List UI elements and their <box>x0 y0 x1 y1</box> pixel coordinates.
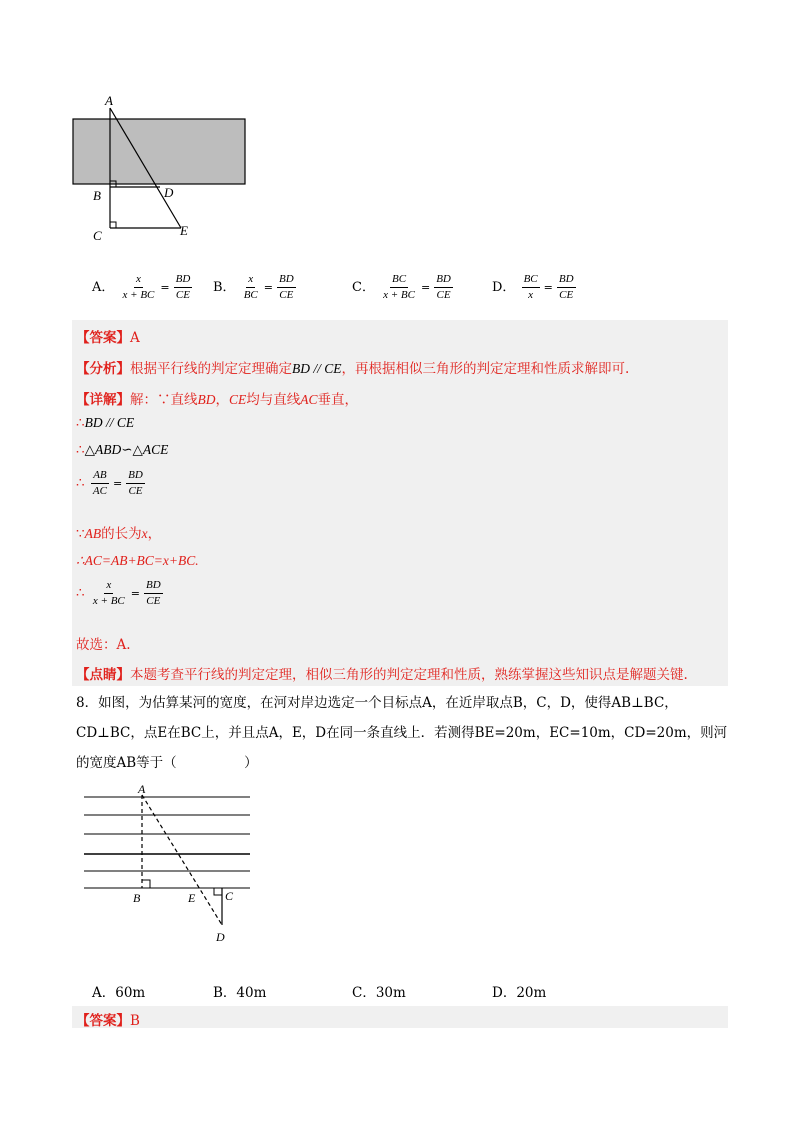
because-symbol: ∵ <box>76 526 85 542</box>
frac-num: BD <box>557 274 576 288</box>
equals-sign: = <box>543 281 553 294</box>
option-c-prefix: C． <box>352 280 375 295</box>
frac-num: BC <box>522 274 540 288</box>
frac-den: CE <box>436 289 451 301</box>
detail-text-b: 均与直线 <box>246 392 301 408</box>
therefore-symbol: ∴ <box>76 475 85 491</box>
frac-num: BC <box>390 274 408 288</box>
q8-option-d: D．20m <box>492 985 547 1001</box>
analysis-text-a: 根据平行线的判定定理确定 <box>130 361 292 377</box>
frac-num: x <box>104 580 113 594</box>
label-b: B <box>133 891 141 905</box>
frac-den: CE <box>175 289 190 301</box>
option-a-frac-right <box>174 274 193 301</box>
detail-text-c: 垂直， <box>317 392 359 408</box>
q7-step5: ∴AC=AB+BC=x+BC. <box>76 553 199 568</box>
therefore-symbol: ∴ <box>76 442 85 458</box>
answer-value: B <box>130 1013 140 1029</box>
q7-answer-line <box>76 326 140 346</box>
equals-sign: = <box>420 281 431 294</box>
q7-step1 <box>76 415 134 431</box>
therefore-symbol: ∴ <box>76 415 85 431</box>
label-b: B <box>93 188 101 203</box>
frac-num: BD <box>277 274 296 288</box>
equals-sign: = <box>130 587 140 600</box>
frac-num: BD <box>174 274 193 288</box>
step1-math: BD // CE <box>84 415 135 430</box>
detail-tag: 【详解】 <box>76 392 130 408</box>
frac-num: BD <box>144 580 163 594</box>
river-rect <box>73 119 245 184</box>
frac-den: x + BC <box>383 289 415 301</box>
option-d-frac-left <box>522 274 540 301</box>
detail-text-a: 解：∵直线 <box>130 392 198 408</box>
equals-sign: = <box>112 477 123 490</box>
frac-num: x <box>246 274 255 288</box>
option-a-frac-left <box>121 274 157 301</box>
figure-river-lines <box>70 775 270 950</box>
right-angle-c <box>110 222 116 228</box>
q7-step6 <box>76 580 165 607</box>
step3-frac-right <box>126 470 145 497</box>
step2-math: △ABD∽△ACE <box>84 442 169 457</box>
q8-answer-box <box>72 1006 728 1028</box>
q7-step2 <box>76 442 168 458</box>
answer-value: A <box>130 330 140 346</box>
q7-analysis-line <box>76 357 629 377</box>
q7-step3 <box>76 470 147 497</box>
label-d: D <box>164 185 174 200</box>
step4-x: x <box>141 526 148 541</box>
frac-den: x + BC <box>92 595 125 607</box>
answer-tag: 【答案】 <box>76 1013 130 1029</box>
q7-comment-line <box>76 663 688 683</box>
label-a: A <box>105 93 113 108</box>
detail-sep: ， <box>215 392 229 408</box>
q8-line3: 的宽度AB等于（ ） <box>76 755 258 771</box>
frac-num: x <box>134 274 143 288</box>
frac-num: BD <box>126 470 145 484</box>
option-b <box>213 274 298 301</box>
equals-sign: = <box>263 281 273 294</box>
q8-answer-line <box>76 1009 140 1029</box>
q8-option-b: B．40m <box>213 985 267 1001</box>
analysis-math: BD // CE <box>292 361 342 376</box>
option-c-frac-left <box>381 274 417 301</box>
q7-detail-line <box>76 388 358 408</box>
q8-line2: CD⊥BC，点E在BC上，并且点A，E，D在同一条直线上．若测得BE=20m，EC=10m，CD=20m，则河 <box>76 725 728 741</box>
option-d-prefix: D． <box>492 280 516 295</box>
analysis-text-b: ，再根据相似三角形的判定定理和性质求解即可. <box>341 361 630 377</box>
frac-den: x + BC <box>122 289 155 301</box>
therefore-symbol: ∴ <box>76 585 85 601</box>
right-angle-b <box>142 880 150 888</box>
label-c: C <box>225 889 234 903</box>
label-a: A <box>138 782 146 796</box>
q8-option-a: A．60m <box>92 985 146 1001</box>
analysis-tag: 【分析】 <box>76 361 130 377</box>
frac-den: x <box>528 289 534 301</box>
step4-text: 的长为 <box>101 526 142 542</box>
answer-tag: 【答案】 <box>76 330 130 346</box>
frac-den: BC <box>243 289 258 301</box>
equals-sign: = <box>160 281 170 294</box>
frac-den: AC <box>92 485 107 497</box>
label-d: D <box>216 930 225 944</box>
step3-frac-left <box>91 470 109 497</box>
detail-ce: CE <box>229 392 247 407</box>
right-angle-c <box>214 888 222 895</box>
detail-ac: AC <box>300 392 318 407</box>
comment-text: 本题考查平行线的判定定理，相似三角形的判定定理和性质，熟练掌握这些知识点是解题关键. <box>130 667 688 683</box>
option-a <box>92 274 194 301</box>
detail-bd: BD <box>197 392 216 407</box>
step6-frac-right <box>144 580 163 607</box>
option-a-prefix: A． <box>92 280 115 295</box>
frac-den: CE <box>279 289 294 301</box>
option-b-frac-right <box>277 274 296 301</box>
step6-frac-left <box>91 580 127 607</box>
option-c-frac-right <box>434 274 453 301</box>
frac-den: CE <box>146 595 161 607</box>
step4-ab: AB <box>84 526 102 541</box>
frac-den: CE <box>559 289 574 301</box>
q8-line1: 8．如图，为估算某河的宽度，在河对岸边选定一个目标点A，在近岸取点B，C，D，使得AB⊥BC， <box>76 695 678 711</box>
q8-option-c: C．30m <box>352 985 406 1001</box>
q7-choose-line: 故选：A. <box>76 637 131 653</box>
step4-comma: ， <box>147 526 162 542</box>
label-c: C <box>93 228 102 243</box>
label-e: E <box>188 891 196 905</box>
label-e: E <box>180 223 188 238</box>
option-b-prefix: B． <box>213 280 236 295</box>
frac-den: CE <box>128 485 143 497</box>
comment-tag: 【点睛】 <box>76 667 130 683</box>
q7-step4 <box>76 522 161 542</box>
frac-num: AB <box>91 470 108 484</box>
option-b-frac-left <box>242 274 260 301</box>
frac-num: BD <box>434 274 453 288</box>
figure-river-rectangle <box>60 90 270 250</box>
option-c <box>352 274 455 301</box>
option-d <box>492 274 578 301</box>
option-d-frac-right <box>557 274 576 301</box>
